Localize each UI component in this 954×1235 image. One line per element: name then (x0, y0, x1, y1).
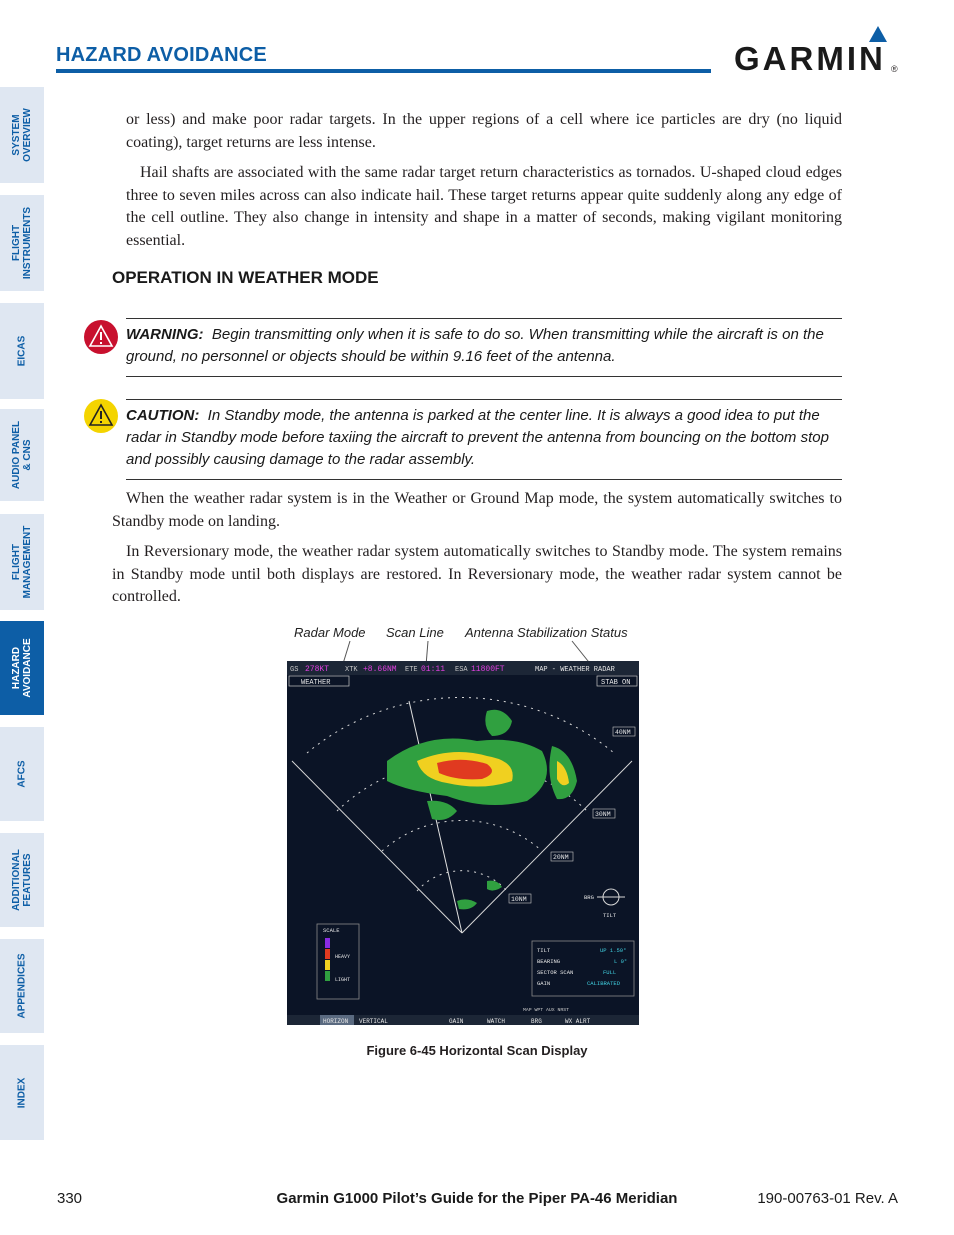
info-bearing-label: BEARING (537, 958, 561, 965)
callout-scan-line: Scan Line (386, 625, 444, 640)
registered-mark: ® (891, 64, 898, 74)
tab-system-overview[interactable]: SYSTEM OVERVIEW (0, 87, 44, 183)
tab-eicas[interactable]: EICAS (0, 303, 44, 399)
paragraph-landing-standby: When the weather radar system is in the Weather or Ground Map mode, the system automatically switches to Standby mode on landing. (112, 490, 842, 530)
callout-radar-mode: Radar Mode (294, 625, 366, 640)
callout-antenna-stabilization: Antenna Stabilization Status (465, 625, 628, 640)
esa-label: ESA (455, 666, 468, 674)
scale-color-magenta (325, 938, 330, 948)
tab-additional-features[interactable]: ADDITIONAL FEATURES (0, 833, 44, 927)
softkey-wx-alrt[interactable]: WX ALRT (565, 1018, 591, 1025)
ete-label: ETE (405, 666, 418, 674)
footer-title: Garmin G1000 Pilot’s Guide for the Piper PA-46 Meridian (276, 1190, 678, 1207)
radar-mode-value: WEATHER (301, 679, 331, 687)
radar-screen (287, 661, 639, 1025)
tab-hazard-avoidance[interactable]: HAZARD AVOIDANCE (0, 621, 44, 715)
tab-flight-management[interactable]: FLIGHT MANAGEMENT (0, 514, 44, 610)
ete-value: 01:11 (421, 665, 446, 674)
caution-label: CAUTION: (126, 407, 200, 424)
info-gain-label: GAIN (537, 980, 551, 987)
scale-color-green (325, 971, 330, 981)
softkey-gain[interactable]: GAIN (449, 1018, 464, 1025)
scale-color-red (325, 949, 330, 959)
brg-label: BRG (584, 894, 594, 901)
page-number: 330 (57, 1190, 83, 1207)
xtk-label: XTK (345, 666, 358, 674)
info-tilt-label: TILT (537, 947, 551, 954)
paragraph-reversionary: In Reversionary mode, the weather radar system automatically switches to Standby mode. The system remains in Standby mode until both displays are restored. In Reversionary mode, the weather radar system cannot be controlled. (112, 543, 842, 605)
range-label-40: 40NM (615, 729, 631, 736)
figure-caption: Figure 6-45 Horizontal Scan Display (366, 1043, 588, 1058)
scale-light-label: LIGHT (335, 977, 351, 983)
softkey-watch[interactable]: WATCH (487, 1018, 506, 1025)
scale-color-yellow (325, 960, 330, 970)
softkey-brg[interactable]: BRG (531, 1018, 542, 1025)
weather-returns (387, 710, 577, 910)
esa-value: 11800FT (471, 665, 505, 674)
tilt-label: TILT (603, 912, 617, 919)
color-scale-legend (317, 924, 359, 999)
xtk-value: +8.66NM (363, 665, 397, 674)
doc-number: 190-00763-01 Rev. A (757, 1190, 898, 1207)
page-title: MAP - WEATHER RADAR (535, 666, 615, 674)
scale-title: SCALE (323, 927, 340, 934)
gs-label: GS (290, 666, 299, 674)
horizontal-scan-display (287, 661, 639, 1025)
info-sector-value: FULL (603, 969, 617, 976)
range-label-30: 30NM (595, 811, 611, 818)
heading-operation-weather-mode: OPERATION IN WEATHER MODE (112, 268, 379, 287)
stab-status-value: STAB ON (601, 679, 631, 687)
softkey-vertical[interactable]: VERTICAL (359, 1018, 388, 1025)
info-bearing-value: L 0° (614, 958, 628, 965)
tab-flight-instruments[interactable]: FLIGHT INSTRUMENTS (0, 195, 44, 291)
paragraph-ice-particles: or less) and make poor radar targets. In the upper regions of a cell where ice particles are dry (no liquid coating), target returns are less intense. (126, 111, 842, 151)
tab-afcs[interactable]: AFCS (0, 727, 44, 821)
warning-label: WARNING: (126, 326, 204, 343)
tab-appendices[interactable]: APPENDICES (0, 939, 44, 1033)
section-title: HAZARD AVOIDANCE (56, 44, 267, 66)
info-gain-value: CALIBRATED (587, 980, 621, 987)
scale-heavy-label: HEAVY (335, 954, 351, 960)
range-label-20: 20NM (553, 854, 569, 861)
info-footer: MAP WPT AUX NRST (523, 1008, 570, 1013)
info-sector-label: SECTOR SCAN (537, 969, 574, 976)
caution-text: In Standby mode, the antenna is parked at the center line. It is always a good idea to put the radar in Standby mode before taxiing the aircraft to prevent the antenna from bouncing on the bottom stop and possibly causing damage to the radar assembly. (126, 407, 829, 468)
paragraph-hail-shafts: Hail shafts are associated with the same radar target return characteristics as tornados. U-shaped cloud edges three to seven miles across can also indicate hail. These target returns appear quite suddenly along any edge of the cell outline. They also change in intensity and shape in a matter of seconds, making vigilant monitoring essential. (126, 164, 842, 249)
range-label-10: 10NM (511, 896, 527, 903)
softkey-horizon[interactable]: HORIZON (323, 1018, 349, 1025)
logo-text: GARMIN (734, 40, 886, 77)
tab-index[interactable]: INDEX (0, 1045, 44, 1140)
info-tilt-value: UP 1.50° (600, 947, 627, 954)
warning-text: Begin transmitting only when it is safe to do so. When transmitting while the aircraft is on the ground, no personnel or objects should be within 9.16 feet of the antenna. (126, 326, 824, 365)
gs-value: 278KT (305, 665, 330, 674)
tab-audio-panel-cns[interactable]: AUDIO PANEL & CNS (0, 409, 44, 501)
